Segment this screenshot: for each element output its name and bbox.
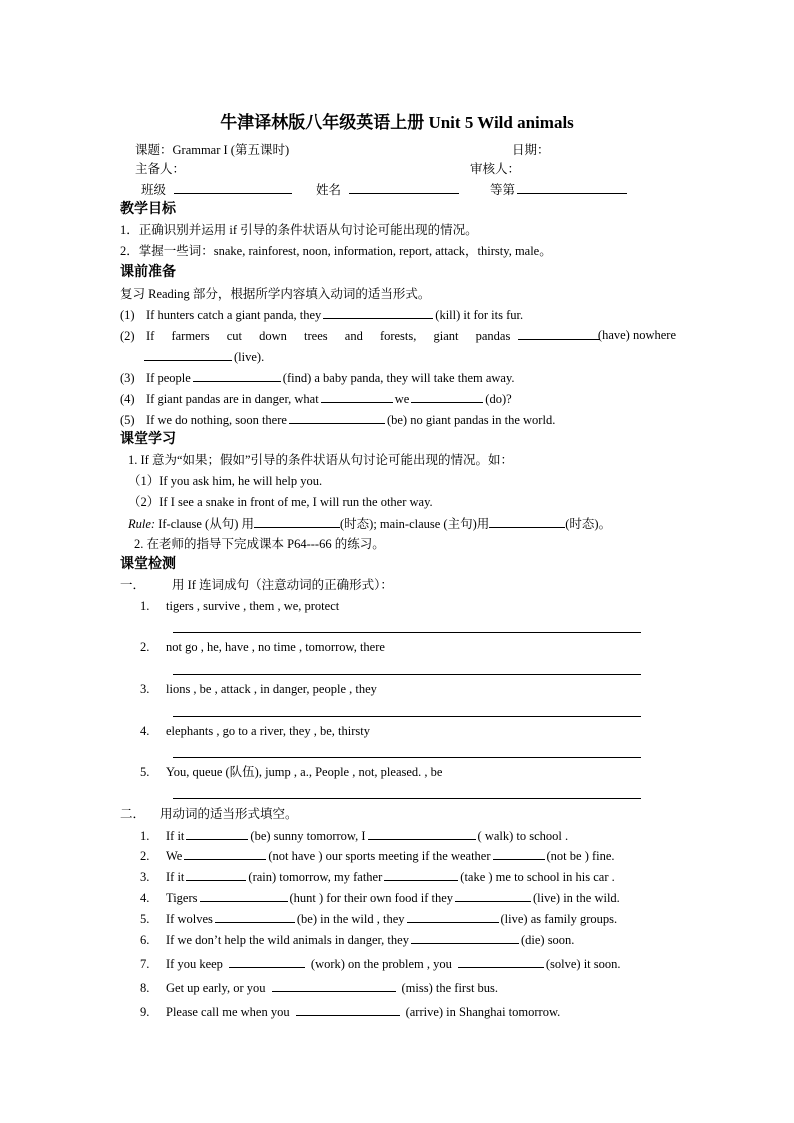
- answer-blank[interactable]: [200, 889, 288, 902]
- list-item: 3. If it (rain) tomorrow, my father (take ) me to school in his car .: [140, 870, 615, 884]
- grade-blank[interactable]: [517, 181, 627, 194]
- example-sentence: （1）If you ask him, he will help you.: [128, 474, 323, 488]
- part1-heading: 一． 用 If 连词成句（注意动词的正确形式）：: [120, 578, 393, 592]
- list-item: 3. lions , be , attack , in danger, people , they: [140, 682, 377, 696]
- answer-line[interactable]: [173, 632, 641, 633]
- prep-item-cont: (live).: [144, 348, 264, 365]
- answer-blank[interactable]: [368, 827, 476, 840]
- class-label: 班级: [141, 183, 167, 197]
- goal-item: 2．掌握一些词：snake, rainforest, noon, information, report, attack，thirsty, male。: [120, 244, 552, 258]
- study-heading: 课堂学习: [120, 431, 176, 447]
- list-item: 9. Please call me when you (arrive) in Shanghai tomorrow.: [140, 1005, 561, 1019]
- list-item: 1. tigers , survive , them , we, protect: [140, 599, 340, 613]
- answer-blank[interactable]: [272, 979, 396, 992]
- answer-blank[interactable]: [186, 868, 246, 881]
- list-item: 5. You, queue (队伍), jump , a., People , not, pleased. , be: [140, 765, 443, 779]
- page-title: 牛津译林版八年级英语上册 Unit 5 Wild animals: [220, 113, 574, 132]
- study-point: 1. If 意为“如果；假如”引导的条件状语从句讨论可能出现的情况。如：: [128, 453, 514, 467]
- check-heading: 课堂检测: [120, 556, 176, 572]
- prep-item: (2) If farmers cut down trees and forests, giant pandas (have) nowhere: [120, 328, 676, 343]
- answer-blank[interactable]: [186, 827, 248, 840]
- lesson-label: 课题：Grammar I (第五课时): [135, 143, 290, 157]
- answer-blank[interactable]: [296, 1003, 400, 1016]
- list-item: 2. We (not have ) our sports meeting if the weather (not be ) fine.: [140, 849, 615, 863]
- answer-blank[interactable]: [144, 348, 232, 361]
- item-number: (2): [120, 329, 135, 343]
- answer-blank[interactable]: [493, 847, 545, 860]
- part-number: 一．: [120, 578, 146, 592]
- list-item: 4. elephants , go to a river, they , be, thirsty: [140, 724, 370, 738]
- answer-line[interactable]: [173, 757, 641, 758]
- class-field[interactable]: [141, 181, 294, 198]
- answer-line[interactable]: [173, 674, 641, 675]
- answer-blank[interactable]: [321, 390, 393, 403]
- prep-item: (3) If people (find) a baby panda, they will take them away.: [120, 371, 515, 385]
- prep-item: (5) If we do nothing, soon there (be) no giant pandas in the world.: [120, 413, 556, 427]
- name-field[interactable]: [316, 181, 461, 198]
- date-label: 日期：: [512, 143, 550, 157]
- example-sentence: （2）If I see a snake in front of me, I will run the other way.: [128, 495, 433, 509]
- list-item: 6. If we don’t help the wild animals in danger, they (die) soon.: [140, 933, 575, 947]
- reviewer-label: 审核人：: [470, 162, 521, 176]
- list-item: 7. If you keep (work) on the problem , you (solve) it soon.: [140, 957, 621, 971]
- answer-blank[interactable]: [193, 369, 281, 382]
- answer-blank[interactable]: [323, 306, 433, 319]
- goal-item: 1．正确识别并运用 if 引导的条件状语从句讨论可能出现的情况。: [120, 223, 478, 237]
- rule-label: Rule:: [128, 517, 156, 531]
- goals-heading: 教学目标: [120, 201, 176, 217]
- list-item: 5. If wolves (be) in the wild , they (live) as family groups.: [140, 912, 618, 926]
- answer-blank[interactable]: [215, 910, 295, 923]
- list-item: 4. Tigers (hunt ) for their own food if they (live) in the wild.: [140, 891, 620, 905]
- part-number: 二．: [120, 807, 146, 821]
- answer-blank[interactable]: [455, 889, 531, 902]
- class-blank[interactable]: [174, 181, 292, 194]
- answer-blank[interactable]: [411, 931, 519, 944]
- prep-item: (1) If hunters catch a giant panda, they (kill) it for its fur.: [120, 308, 524, 322]
- answer-blank[interactable]: [254, 515, 340, 528]
- answer-line[interactable]: [173, 716, 641, 717]
- answer-blank[interactable]: [184, 847, 266, 860]
- grade-field[interactable]: [490, 181, 629, 198]
- answer-blank[interactable]: [384, 868, 458, 881]
- item-number: (4): [120, 392, 135, 406]
- list-item: 1. If it (be) sunny tomorrow, I ( walk) to school .: [140, 829, 569, 843]
- item-number: (3): [120, 371, 135, 385]
- answer-blank[interactable]: [229, 955, 305, 968]
- study-point: 2. 在老师的指导下完成课本 P64---66 的练习。: [134, 537, 385, 551]
- list-item: 2. not go , he, have , no time , tomorrow, there: [140, 640, 385, 654]
- list-item: 8. Get up early, or you (miss) the first bus.: [140, 981, 499, 995]
- name-label: 姓名: [316, 183, 342, 197]
- prep-item: (4) If giant pandas are in danger, what we (do)?: [120, 392, 512, 406]
- rule-line: Rule: If-clause (从句) 用 (时态); main-clause (主句)用 (时态)。: [128, 517, 612, 531]
- answer-blank[interactable]: [289, 411, 385, 424]
- answer-blank[interactable]: [489, 515, 565, 528]
- item-number: (1): [120, 308, 135, 322]
- part2-heading: 二． 用动词的适当形式填空。: [120, 807, 298, 821]
- answer-line[interactable]: [173, 798, 641, 799]
- answer-blank[interactable]: [518, 327, 600, 340]
- prep-heading: 课前准备: [120, 264, 176, 280]
- grade-label: 等第: [490, 183, 516, 197]
- answer-blank[interactable]: [458, 955, 544, 968]
- item-number: (5): [120, 413, 135, 427]
- prep-intro: 复习 Reading 部分，根据所学内容填入动词的适当形式。: [120, 287, 431, 301]
- name-blank[interactable]: [349, 181, 459, 194]
- answer-blank[interactable]: [411, 390, 483, 403]
- answer-blank[interactable]: [407, 910, 499, 923]
- preparer-label: 主备人：: [135, 162, 186, 176]
